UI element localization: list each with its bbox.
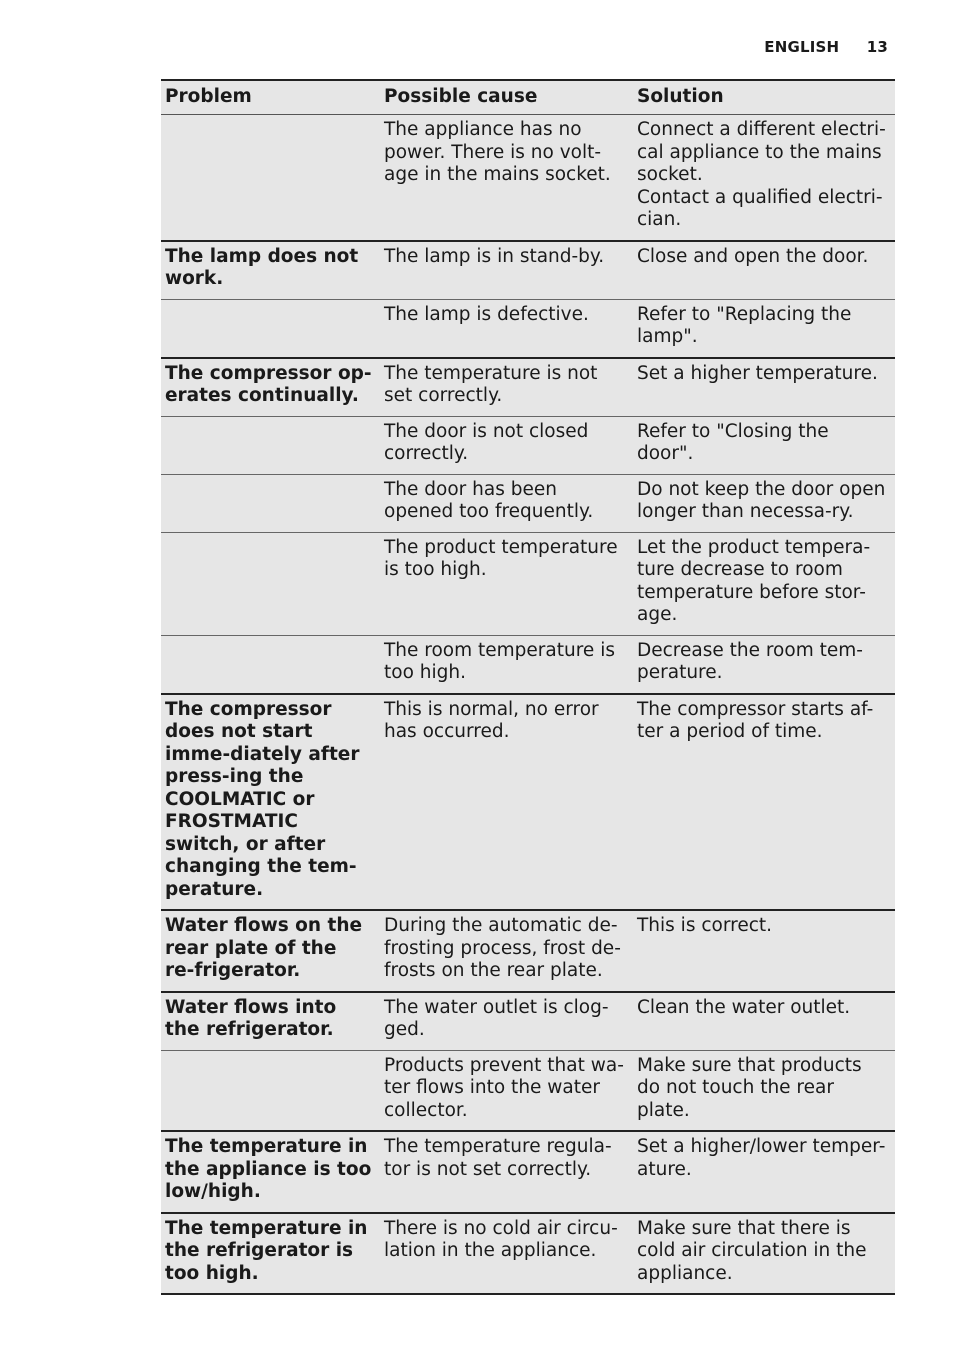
table-row [161, 299, 895, 358]
cause-cell: The temperature is not set correctly. [380, 358, 633, 417]
solution-text: Refer to "Replacing the lamp". [637, 303, 852, 347]
solution-cell [633, 241, 895, 300]
table-row [161, 694, 895, 911]
table-row [161, 910, 895, 992]
language-label: ENGLISH [764, 38, 840, 56]
solution-text: Make sure that products do not touch the rear plate. [637, 1054, 862, 1121]
cause-cell: The product temperature is too high. [380, 532, 633, 635]
problem-cell: The temperature in the refrigerator is too high. [161, 1213, 380, 1295]
solution-cell [633, 532, 895, 635]
solution-cell [633, 474, 895, 532]
solution-text: Decrease the room tem-perature. [637, 639, 863, 683]
cause-cell: During the automatic de-frosting process, frost de-frosts on the rear plate. [380, 910, 633, 992]
cause-cell: The temperature regula-tor is not set correctly. [380, 1131, 633, 1213]
table-header-row [161, 80, 895, 115]
solution-cell [633, 115, 895, 241]
table-body [161, 115, 895, 1295]
table-row [161, 635, 895, 694]
problem-cell: Water flows into the refrigerator. [161, 992, 380, 1051]
problem-cell [161, 416, 380, 474]
cause-cell: The appliance has no power. There is no volt-age in the mains socket. [380, 115, 633, 241]
problem-cell [161, 299, 380, 358]
table-row [161, 358, 895, 417]
cause-cell: The lamp is in stand-by. [380, 241, 633, 300]
problem-cell: The temperature in the appliance is too low/high. [161, 1131, 380, 1213]
solution-cell [633, 1131, 895, 1213]
column-header-solution: Solution [633, 80, 895, 115]
cause-cell: This is normal, no error has occurred. [380, 694, 633, 911]
problem-cell: The lamp does not work. [161, 241, 380, 300]
solution-text: The compressor starts af-ter a period of time. [637, 698, 874, 742]
solution-text: Refer to "Closing the door". [637, 420, 829, 464]
table-row [161, 1131, 895, 1213]
solution-cell [633, 299, 895, 358]
problem-cell [161, 474, 380, 532]
solution-text: This is correct. [637, 915, 773, 936]
cause-cell: The room temperature is too high. [380, 635, 633, 694]
solution-text: Clean the water outlet. [637, 996, 851, 1018]
problem-cell: Water flows on the rear plate of the re-frigerator. [161, 910, 380, 992]
troubleshooting-table [161, 79, 895, 1295]
table-row [161, 115, 895, 241]
table-row [161, 474, 895, 532]
page-header [764, 38, 888, 56]
solution-cell [633, 635, 895, 694]
table-row [161, 416, 895, 474]
solution-cell [633, 1213, 895, 1295]
problem-cell [161, 635, 380, 694]
column-header-problem: Problem [161, 80, 380, 115]
page-number: 13 [866, 38, 888, 56]
cause-cell: Products prevent that wa-ter flows into the water collector. [380, 1050, 633, 1131]
problem-cell [161, 115, 380, 241]
cause-cell: The door has been opened too frequently. [380, 474, 633, 532]
solution-text: Let the product tempera-ture decrease to room temperature before stor-age. [637, 536, 871, 625]
solution-cell [633, 910, 895, 992]
table-row [161, 1050, 895, 1131]
table-row [161, 1213, 895, 1295]
solution-text: Contact a qualified electri-cian. [637, 186, 883, 230]
cause-cell: The door is not closed correctly. [380, 416, 633, 474]
problem-cell [161, 532, 380, 635]
problem-cell: The compressor does not start imme-diately after press-ing the COOLMATIC or FROSTMATIC switch, or after changing the tem-perature. [161, 694, 380, 911]
solution-text: Set a higher temperature. [637, 362, 878, 384]
solution-cell [633, 416, 895, 474]
solution-text: Connect a different electri-cal appliance to the mains socket. [637, 119, 886, 185]
cause-cell: The water outlet is clog-ged. [380, 992, 633, 1051]
solution-text: Do not keep the door open longer than necessa-ry. [637, 478, 886, 522]
solution-cell [633, 694, 895, 911]
solution-text: Make sure that there is cold air circulation in the appliance. [637, 1217, 867, 1284]
solution-text: Close and open the door. [637, 245, 869, 267]
cause-cell: There is no cold air circu-lation in the appliance. [380, 1213, 633, 1295]
problem-cell: The compressor op-erates continually. [161, 358, 380, 417]
problem-cell [161, 1050, 380, 1131]
table-row [161, 241, 895, 300]
cause-cell: The lamp is defective. [380, 299, 633, 358]
table-row [161, 532, 895, 635]
solution-text: Set a higher/lower temper-ature. [637, 1136, 886, 1180]
solution-cell [633, 358, 895, 417]
solution-cell [633, 992, 895, 1051]
table-row [161, 992, 895, 1051]
solution-cell [633, 1050, 895, 1131]
column-header-cause: Possible cause [380, 80, 633, 115]
